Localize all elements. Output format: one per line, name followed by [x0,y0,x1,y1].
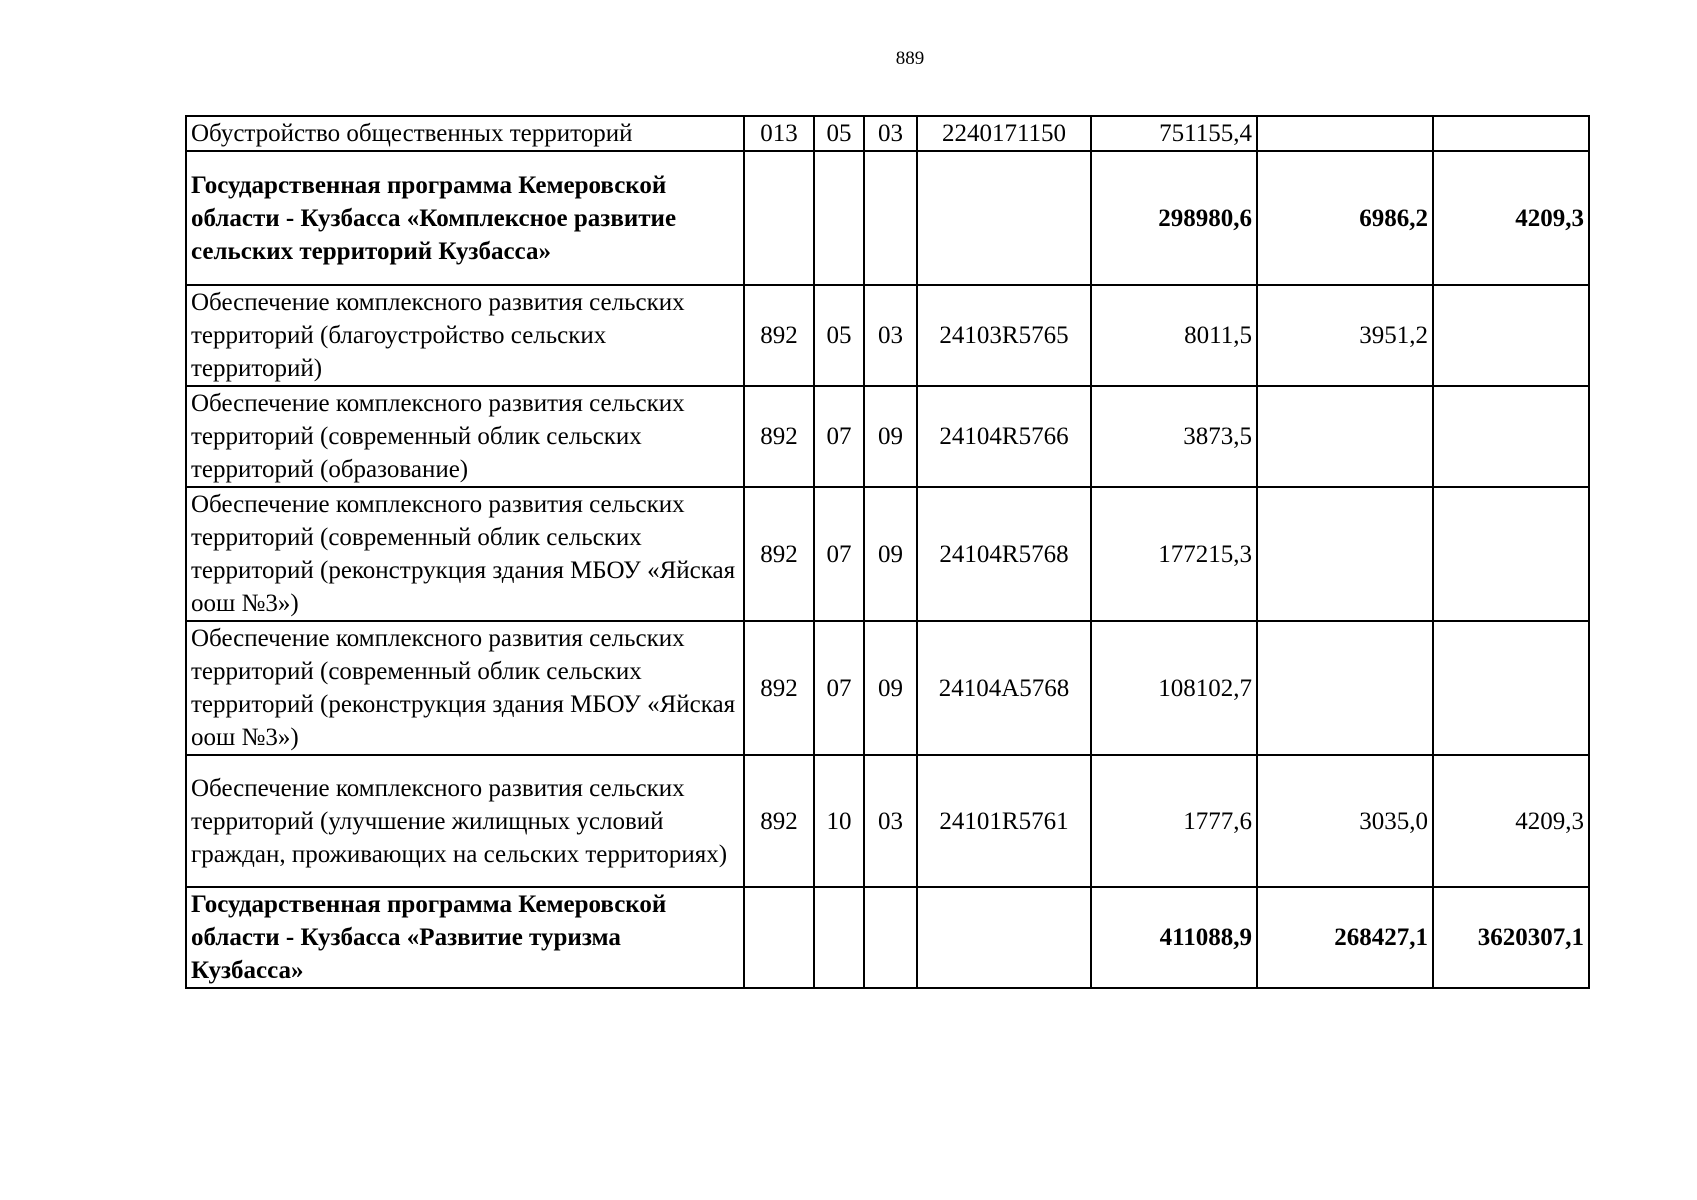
ministry-code: 892 [744,285,814,386]
row-name: Государственная программа Кемеровской области - Кузбасса «Комплексное развитие сельских территорий Кузбасса» [186,151,744,285]
amount-3: 4209,3 [1433,755,1589,887]
section-code: 07 [814,621,864,755]
row-name: Обеспечение комплексного развития сельских территорий (современный облик сельских территорий (образование) [186,386,744,487]
ministry-code: 892 [744,755,814,887]
section-code: 10 [814,755,864,887]
amount-2 [1257,116,1433,151]
amount-1: 1777,6 [1091,755,1257,887]
amount-1: 298980,6 [1091,151,1257,285]
amount-3 [1433,621,1589,755]
amount-2: 268427,1 [1257,887,1433,988]
target-article: 24103R5765 [917,285,1091,386]
amount-3: 3620307,1 [1433,887,1589,988]
amount-1: 177215,3 [1091,487,1257,621]
amount-2: 6986,2 [1257,151,1433,285]
ministry-code: 892 [744,386,814,487]
amount-2 [1257,621,1433,755]
row-name: Обустройство общественных территорий [186,116,744,151]
section-code: 07 [814,487,864,621]
target-article: 24101R5761 [917,755,1091,887]
section-code: 07 [814,386,864,487]
amount-3: 4209,3 [1433,151,1589,285]
subsection-code [864,151,917,285]
amount-1: 8011,5 [1091,285,1257,386]
target-article: 24104R5768 [917,487,1091,621]
target-article [917,151,1091,285]
table-row-program [186,887,1589,988]
ministry-code [744,151,814,285]
section-code [814,151,864,285]
row-name: Обеспечение комплексного развития сельских территорий (благоустройство сельских территорий) [186,285,744,386]
subsection-code: 03 [864,755,917,887]
row-name: Государственная программа Кемеровской области - Кузбасса «Развитие туризма Кузбасса» [186,887,744,988]
row-name: Обеспечение комплексного развития сельских территорий (современный облик сельских территорий (реконструкция здания МБОУ «Яйская оош №3») [186,487,744,621]
table-row [186,386,1589,487]
target-article: 24104R5766 [917,386,1091,487]
target-article: 24104A5768 [917,621,1091,755]
subsection-code: 09 [864,621,917,755]
table-row-program [186,151,1589,285]
row-name: Обеспечение комплексного развития сельских территорий (современный облик сельских территорий (реконструкция здания МБОУ «Яйская оош №3») [186,621,744,755]
ministry-code: 892 [744,621,814,755]
section-code: 05 [814,285,864,386]
ministry-code [744,887,814,988]
budget-table [185,115,1590,989]
amount-1: 3873,5 [1091,386,1257,487]
subsection-code [864,887,917,988]
ministry-code: 013 [744,116,814,151]
table-row [186,487,1589,621]
subsection-code: 03 [864,285,917,386]
table-row [186,755,1589,887]
row-name: Обеспечение комплексного развития сельских территорий (улучшение жилищных условий граждан, проживающих на сельских территориях) [186,755,744,887]
amount-1: 108102,7 [1091,621,1257,755]
page-number: 889 [895,48,925,69]
amount-2 [1257,487,1433,621]
amount-1: 751155,4 [1091,116,1257,151]
subsection-code: 09 [864,386,917,487]
amount-3 [1433,386,1589,487]
table-row [186,621,1589,755]
amount-3 [1433,285,1589,386]
amount-1: 411088,9 [1091,887,1257,988]
amount-3 [1433,116,1589,151]
ministry-code: 892 [744,487,814,621]
amount-2: 3951,2 [1257,285,1433,386]
amount-2: 3035,0 [1257,755,1433,887]
table-row [186,116,1589,151]
amount-3 [1433,487,1589,621]
target-article: 2240171150 [917,116,1091,151]
amount-2 [1257,386,1433,487]
subsection-code: 03 [864,116,917,151]
table-row [186,285,1589,386]
section-code: 05 [814,116,864,151]
subsection-code: 09 [864,487,917,621]
target-article [917,887,1091,988]
section-code [814,887,864,988]
